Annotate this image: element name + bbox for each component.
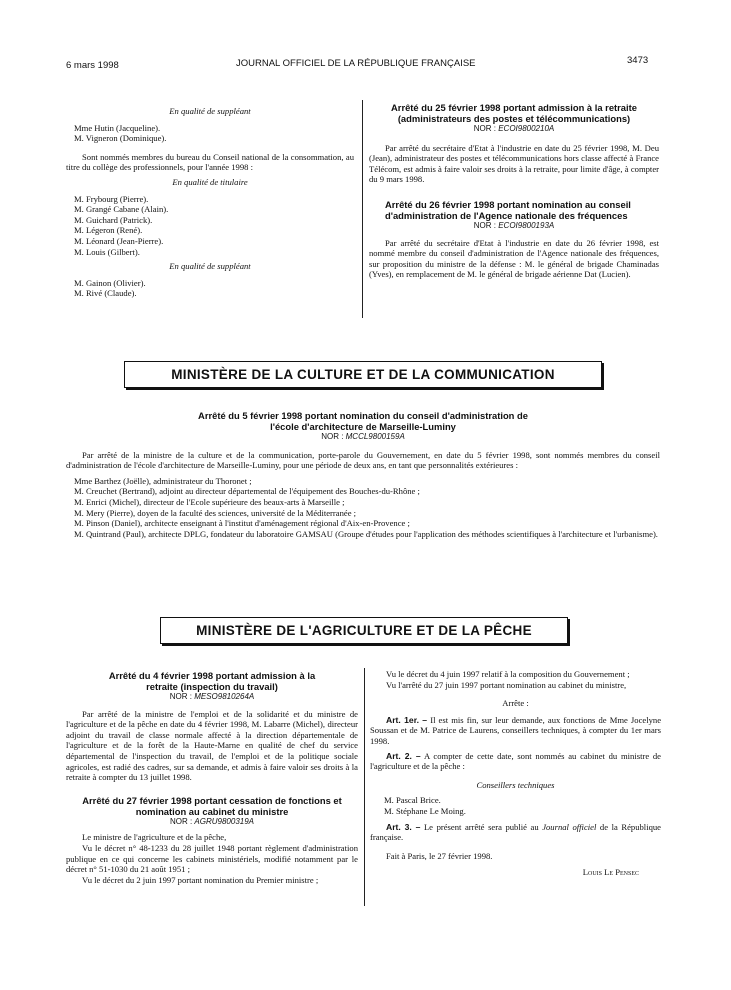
list-item: M. Creuchet (Bertrand), adjoint au directeur départemental de l'équipement des Bouches-du-Rhône ; <box>74 486 420 497</box>
agri-arrete-cabinet-title: Arrêté du 27 février 1998 portant cessation de fonctions et nomination au cabinet du ministre <box>82 794 342 817</box>
list-item: M. Pinson (Daniel), architecte enseignant à l'institut d'aménagement régional d'Aix-en-Provence ; <box>74 518 410 529</box>
arrete-retraite-nor: NOR : ECOI9800210A <box>473 124 555 133</box>
list-item: M. Léonard (Jean-Pierre). <box>74 235 164 246</box>
suppleants-list-1 <box>66 123 354 144</box>
ministry-culture-banner: MINISTÈRE DE LA CULTURE ET DE LA COMMUNICATION <box>124 361 602 388</box>
arrete-frequences-title: Arrêté du 26 février 1998 portant nomination au conseil d'administration de l'Agence nationale des fréquences <box>385 198 631 221</box>
top-left-column <box>66 106 354 299</box>
list-item: M. Vigneron (Dominique). <box>74 133 167 144</box>
column-divider <box>362 100 363 318</box>
list-item: M. Mery (Pierre), doyen de la faculté des sciences, université de la Méditerranée ; <box>74 507 357 518</box>
bureau-paragraph: Sont nommés membres du bureau du Conseil national de la consommation, au titre du collège des professionnels, pour l'année 1998 : <box>66 151 354 173</box>
arrete-frequences-text: Par arrêté du secrétaire d'Etat à l'industrie en date du 26 février 1998, est nommé membre du conseil d'administration de l'Agence nationale des fréquences, sur proposition du ministre de la défense : M. le général de brigade Chaminadas (Yves), en remplacement de M. le général de brigade aérienne Dat (Lucien). <box>369 237 659 280</box>
arrete-label: Arrête : <box>502 698 529 709</box>
culture-arrete-nor: NOR : MCCL9800159A <box>321 432 405 441</box>
list-item: M. Louis (Gilbert). <box>74 246 140 257</box>
list-item: M. Stéphane Le Moing. <box>384 805 466 816</box>
column-divider-bottom <box>364 668 365 906</box>
agri-right-p2: Vu l'arrêté du 27 juin 1997 portant nomination au cabinet du ministre, <box>386 679 627 690</box>
list-item: M. Quintrand (Paul), architecte DPLG, fondateur du laboratoire GAMSAU (Groupe d'études pour l'application des méthodes scientifiques à l'architecture et l'urbanisme). <box>74 528 658 539</box>
list-item: M. Pascal Brice. <box>384 795 441 806</box>
fait-a-paris: Fait à Paris, le 27 février 1998. <box>386 850 493 861</box>
agri-right-column <box>370 669 661 878</box>
titulaires-list <box>66 194 354 258</box>
list-item: M. Frybourg (Pierre). <box>74 193 149 204</box>
conseillers-heading: Conseillers techniques <box>476 779 555 790</box>
culture-arrete-title: Arrêté du 5 février 1998 portant nomination du conseil d'administration de l'école d'architecture de Marseille-Luminy <box>198 410 528 432</box>
arrete-frequences-nor: NOR : ECOI9800193A <box>473 220 555 230</box>
arrete-retraite-title: Arrêté du 25 février 1998 portant admission à la retraite (administrateurs des postes et télécommunications) <box>391 102 637 124</box>
list-item: M. Gainon (Olivier). <box>74 277 146 288</box>
agri-right-p1: Vu le décret du 4 juin 1997 relatif à la composition du Gouvernement ; <box>386 669 630 679</box>
agri-arrete-retraite-text: Par arrêté de la ministre de l'emploi et de la solidarité et du ministre de l'agriculture et de la pêche en date du 4 février 1998, M. Labarre (Michel), directeur adjoint du travail de classe normale affecté à la direction départementale de l'agriculture et de la forêt de la Haute-Marne en qualité de chef du service départemental de l'inspection du travail, de l'emploi et de la politique sociale agricoles, est radié des cadres, sur sa demande, et admis à faire valoir ses droits à la retraite à compter du 13 juillet 1998. <box>66 708 358 783</box>
list-item: M. Guichard (Patrick). <box>74 214 153 225</box>
heading-titulaire: En qualité de titulaire <box>172 176 248 187</box>
agri-arrete-retraite-title: Arrêté du 4 février 1998 portant admission à la retraite (inspection du travail) <box>108 670 316 692</box>
heading-suppleant: En qualité de suppléant <box>169 106 251 116</box>
article-1: Art. 1er. – Il est mis fin, sur leur demande, aux fonctions de Mme Jocelyne Soussan et de M. Patrice de Laurens, conseillers techniques, à compter du 1er mars 1998. <box>370 714 662 746</box>
agri-arrete-retraite-nor: NOR : MESO9810264A <box>169 692 255 701</box>
signature: Louis Le Pensec <box>582 867 639 878</box>
page-number: 3473 <box>627 55 649 66</box>
agri-cabinet-p3: Vu le décret du 2 juin 1997 portant nomination du Premier ministre ; <box>82 874 319 885</box>
list-item: M. Légeron (René). <box>74 225 143 236</box>
culture-intro: Par arrêté de la ministre de la culture et de la communication, porte-parole du Gouvernement, en date du 5 février 1998, sont nommés membres du conseil d'administration de l'école d'architecture de Marseille-Luminy, pour une période de deux ans, en tant que personnalités extérieures : <box>66 449 660 471</box>
list-item: M. Grangé Cabane (Alain). <box>74 204 169 215</box>
agri-arrete-cabinet-nor: NOR : AGRU9800319A <box>169 816 255 826</box>
journal-title: JOURNAL OFFICIEL DE LA RÉPUBLIQUE FRANÇAISE <box>236 58 476 69</box>
agri-left-column <box>66 670 358 885</box>
list-item: Mme Barthez (Joëlle), administrateur du Thoronet ; <box>74 475 252 486</box>
culture-section <box>66 410 660 539</box>
conseillers-list <box>370 795 661 816</box>
list-item: M. Enrici (Michel), directeur de l'Ecole supérieure des beaux-arts à Marseille ; <box>74 496 345 507</box>
heading-suppleant-2: En qualité de suppléant <box>169 261 251 272</box>
arrete-retraite-text: Par arrêté du secrétaire d'Etat à l'industrie en date du 25 février 1998, M. Deu (Jean), administrateur des postes et télécommunications hors classe affecté à France Télécom, est admis à faire valoir ses droits à la retraite, pour limite d'âge, à compter du 9 mars 1998. <box>369 142 659 185</box>
agri-cabinet-p2: Vu le décret n° 48-1233 du 28 juillet 1948 portant règlement d'administration publique en ce qui concerne les cabinets ministériels, modifié notamment par le décret n° 51-1030 du 21 août 1951 ; <box>66 842 358 875</box>
article-2: Art. 2. – A compter de cette date, sont nommés au cabinet du ministre de l'agriculture et de la pêche : <box>370 750 661 772</box>
suppleants-list-2 <box>66 278 354 299</box>
list-item: Mme Hutin (Jacqueline). <box>74 122 161 133</box>
list-item: M. Rivé (Claude). <box>74 288 137 299</box>
agri-cabinet-p1: Le ministre de l'agriculture et de la pêche, <box>82 832 227 843</box>
article-3: Art. 3. – Le présent arrêté sera publié au Journal officiel de la République française. <box>370 821 661 843</box>
ministry-agriculture-banner: MINISTÈRE DE L'AGRICULTURE ET DE LA PÊCHE <box>160 617 568 644</box>
culture-members-list <box>66 476 660 540</box>
header-date: 6 mars 1998 <box>66 60 119 71</box>
top-right-column <box>369 102 659 280</box>
